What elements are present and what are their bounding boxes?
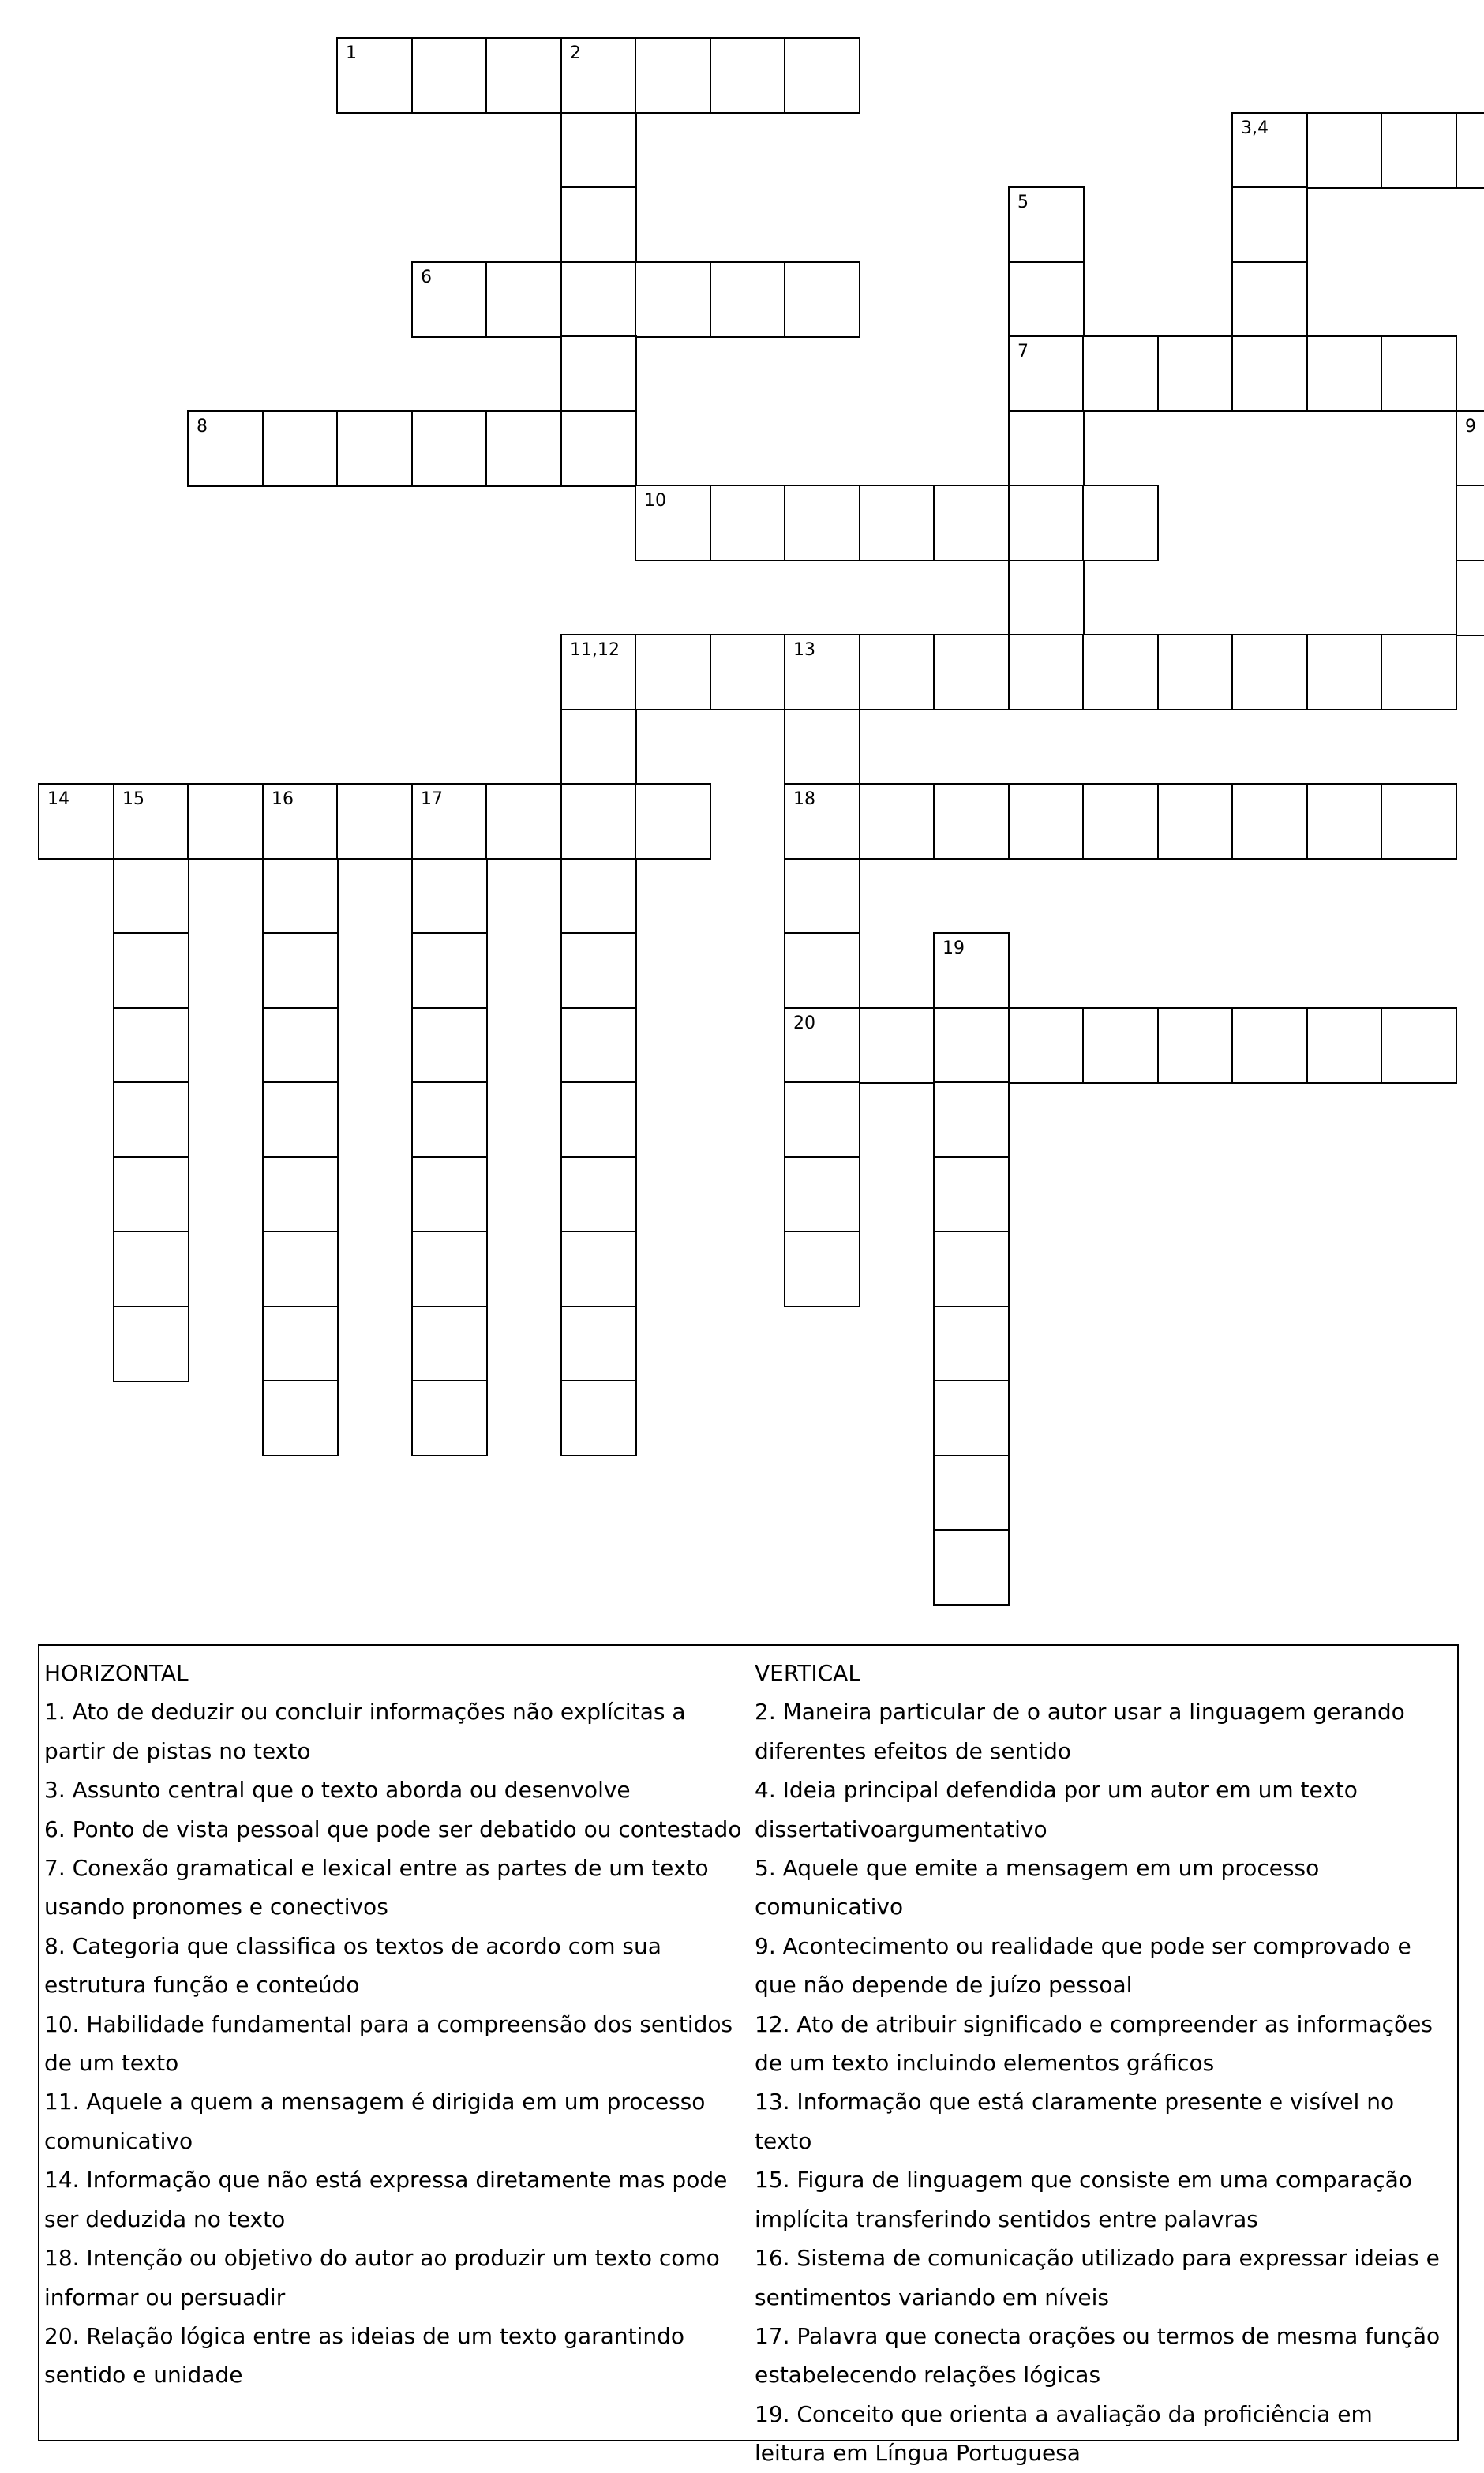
crossword-cell[interactable] [263,1231,338,1306]
clue-number: 9 [1465,417,1476,437]
crossword-cell[interactable] [1009,635,1084,710]
clue-number: 11,12 [570,640,620,660]
clue-number: 3,4 [1241,118,1269,138]
crossword-cell[interactable] [934,933,1009,1008]
crossword-cell[interactable] [561,933,636,1008]
crossword-cell[interactable] [1307,635,1382,710]
crossword-cell[interactable] [1009,784,1084,859]
crossword-cell[interactable] [188,784,263,859]
crossword-cell[interactable] [785,635,860,710]
crossword-cell[interactable] [785,485,860,560]
crossword-cell[interactable] [1456,113,1484,188]
crossword-cell[interactable] [263,1008,338,1083]
horizontal-heading: HORIZONTAL [44,1660,189,1686]
vertical-clues [755,1654,1449,2473]
crossword-cell[interactable] [188,411,263,486]
crossword-cell[interactable] [1083,784,1158,859]
crossword-cell[interactable] [1307,113,1382,188]
clue-number: 14 [47,789,69,809]
clue-vertical-17: 17. Palavra que conecta orações ou termos de mesma função estabelecendo relações lógicas [755,2322,1441,2389]
crossword-cell[interactable] [1307,1008,1382,1083]
clue-horizontal-8: 8. Categoria que classifica os textos de acordo com sua estrutura função e conteúdo [44,1932,661,1999]
clue-horizontal-3: 3. Assunto central que o texto aborda ou desenvolve [44,1777,631,1804]
crossword-cell[interactable] [1009,1008,1084,1083]
crossword-cell[interactable] [337,411,412,486]
crossword-cell[interactable] [934,1157,1009,1232]
crossword-cell[interactable] [263,784,338,859]
crossword-cell[interactable] [1009,187,1084,262]
crossword-cell[interactable] [412,784,487,859]
crossword-cell[interactable] [710,262,785,337]
crossword-cell[interactable] [1232,187,1307,262]
crossword-cell[interactable] [561,1306,636,1381]
crossword-cell[interactable] [785,262,860,337]
crossword-cell[interactable] [114,1231,189,1306]
clue-vertical-19: 19. Conceito que orienta a avaliação da proficiência em leitura em Língua Portuguesa [755,2400,1373,2467]
clue-number: 16 [272,789,294,809]
crossword-cell[interactable] [263,933,338,1008]
vertical-heading: VERTICAL [755,1660,860,1686]
crossword-cell[interactable] [934,784,1009,859]
crossword-cell[interactable] [934,635,1009,710]
crossword-cell[interactable] [263,1381,338,1456]
crossword-cell[interactable] [1232,1008,1307,1083]
crossword-cell[interactable] [1381,635,1456,710]
crossword-cell[interactable] [635,635,710,710]
crossword-cell[interactable] [1232,336,1307,411]
crossword-cell[interactable] [934,485,1009,560]
clue-horizontal-7: 7. Conexão gramatical e lexical entre as partes de um texto usando pronomes e conectivos [44,1855,709,1920]
clue-number: 19 [942,939,965,958]
clue-horizontal-14: 14. Informação que não está expressa diretamente mas pode ser deduzida no texto [44,2167,728,2232]
crossword-cell[interactable] [785,1082,860,1157]
crossword-cell[interactable] [1083,336,1158,411]
crossword-cell[interactable] [486,262,561,337]
crossword-cell[interactable] [1083,1008,1158,1083]
crossword-cell[interactable] [412,38,487,113]
crossword-cell[interactable] [561,1082,636,1157]
crossword-cell[interactable] [412,411,487,486]
crossword-cell[interactable] [785,38,860,113]
crossword-cell[interactable] [1009,262,1084,337]
crossword-cell[interactable] [561,38,636,113]
crossword-cell[interactable] [486,784,561,859]
crossword-cell[interactable] [1307,784,1382,859]
crossword-cell[interactable] [114,1306,189,1381]
crossword-cell[interactable] [412,1157,487,1232]
crossword-cell[interactable] [486,38,561,113]
clue-horizontal-11: 11. Aquele a quem a mensagem é dirigida em um processo comunicativo [44,2089,706,2154]
crossword-cell[interactable] [114,933,189,1008]
crossword-cell[interactable] [561,710,636,785]
clue-horizontal-20: 20. Relação lógica entre as ideias de um texto garantindo sentido e unidade [44,2322,684,2389]
crossword-cell[interactable] [710,38,785,113]
crossword-cell[interactable] [785,859,860,934]
clue-horizontal-10: 10. Habilidade fundamental para a compreensão dos sentidos de um texto [44,2010,733,2077]
clue-number: 17 [421,789,443,809]
crossword-cell[interactable] [1456,485,1484,560]
crossword-cell[interactable] [263,1157,338,1232]
crossword-cell[interactable] [1009,485,1084,560]
crossword-cell[interactable] [860,784,935,859]
crossword-cell[interactable] [1083,635,1158,710]
clue-horizontal-1: 1. Ato de deduzir ou concluir informações não explícitas a partir de pistas no texto [44,1699,686,1764]
crossword-cell[interactable] [1158,1008,1233,1083]
crossword-cell[interactable] [561,187,636,262]
crossword-cell[interactable] [263,859,338,934]
crossword-cell[interactable] [1009,411,1084,486]
crossword-cell[interactable] [785,1008,860,1083]
clue-vertical-15: 15. Figura de linguagem que consiste em uma comparação implícita transferindo sentidos entre palavras [755,2167,1412,2232]
clue-number: 20 [793,1014,815,1033]
crossword-cell[interactable] [114,1008,189,1083]
crossword-cell[interactable] [710,635,785,710]
clue-vertical-5: 5. Aquele que emite a mensagem em um processo comunicativo [755,1855,1320,1920]
crossword-cell[interactable] [710,485,785,560]
crossword-cell[interactable] [412,933,487,1008]
crossword-cell[interactable] [412,1231,487,1306]
crossword-cell[interactable] [1307,336,1382,411]
clue-number: 2 [570,43,581,63]
crossword-cell[interactable] [114,784,189,859]
crossword-cell[interactable] [860,635,935,710]
crossword-cell[interactable] [785,933,860,1008]
clue-vertical-4: 4. Ideia principal defendida por um autor em um texto dissertativoargumentativo [755,1777,1358,1842]
crossword-cell[interactable] [1083,485,1158,560]
crossword-cell[interactable] [263,1306,338,1381]
crossword-cell[interactable] [412,1306,487,1381]
crossword-cell[interactable] [785,784,860,859]
clue-box [38,1644,1459,2467]
crossword-cell[interactable] [263,411,338,486]
clue-number: 6 [421,268,432,287]
crossword-cell[interactable] [263,1082,338,1157]
clue-number: 1 [346,43,357,63]
crossword-cell[interactable] [635,38,710,113]
crossword-cell[interactable] [635,784,710,859]
clue-vertical-16: 16. Sistema de comunicação utilizado para expressar ideias e sentimentos variando em níveis [755,2245,1440,2310]
crossword-cell[interactable] [561,113,636,188]
crossword-cell[interactable] [934,1456,1009,1531]
crossword-cell[interactable] [934,1381,1009,1456]
crossword-cell[interactable] [934,1082,1009,1157]
crossword-cell[interactable] [1456,560,1484,635]
crossword-cell[interactable] [337,38,412,113]
crossword-cell[interactable] [561,784,636,859]
crossword-cell[interactable] [1381,784,1456,859]
crossword-cell[interactable] [1232,113,1307,188]
clue-vertical-9: 9. Acontecimento ou realidade que pode ser comprovado e que não depende de juízo pessoal [755,1932,1411,1999]
clue-number: 15 [122,789,144,809]
crossword-cell[interactable] [412,1381,487,1456]
clue-vertical-13: 13. Informação que está claramente presente e visível no texto [755,2089,1395,2154]
crossword-cell[interactable] [412,262,487,337]
crossword-cell[interactable] [1232,262,1307,337]
crossword-cell[interactable] [561,1008,636,1083]
clue-number: 18 [793,789,815,809]
crossword-cell[interactable] [635,262,710,337]
crossword-cell[interactable] [412,1082,487,1157]
crossword-cell[interactable] [934,1530,1009,1605]
crossword-cell[interactable] [561,411,636,486]
clue-vertical-12: 12. Ato de atribuir significado e compreender as informações de um texto incluindo elementos gráficos [755,2010,1433,2077]
crossword-cell[interactable] [1232,784,1307,859]
crossword-cell[interactable] [860,1008,935,1083]
crossword-cell[interactable] [114,859,189,934]
crossword-cell[interactable] [412,1008,487,1083]
crossword-cell[interactable] [635,485,710,560]
crossword-cell[interactable] [785,1157,860,1232]
crossword-cell[interactable] [114,1157,189,1232]
crossword-cell[interactable] [486,411,561,486]
clue-number: 13 [793,640,815,660]
crossword-cell[interactable] [337,784,412,859]
crossword-cell[interactable] [1456,411,1484,486]
crossword-cell[interactable] [561,859,636,934]
crossword-cell[interactable] [1381,113,1456,188]
crossword-cell[interactable] [1009,336,1084,411]
clue-number: 8 [197,417,208,437]
crossword-cell[interactable] [1381,336,1456,411]
crossword-cell[interactable] [934,1306,1009,1381]
horizontal-clues [44,1654,745,2395]
clue-number: 7 [1017,342,1029,362]
crossword-cell[interactable] [561,1157,636,1232]
crossword-cell[interactable] [934,1008,1009,1083]
crossword-cell[interactable] [785,1231,860,1306]
crossword-cell[interactable] [561,1381,636,1456]
clue-number: 5 [1017,193,1029,212]
crossword-cell[interactable] [561,1231,636,1306]
clue-number: 10 [644,491,666,511]
clue-vertical-2: 2. Maneira particular de o autor usar a linguagem gerando diferentes efeitos de sentido [755,1699,1405,1764]
crossword-cell[interactable] [412,859,487,934]
crossword-cell[interactable] [860,485,935,560]
crossword-cell[interactable] [114,1082,189,1157]
crossword-cell[interactable] [1381,1008,1456,1083]
clue-horizontal-6: 6. Ponto de vista pessoal que pode ser debatido ou contestado [44,1815,742,1842]
crossword-cell[interactable] [1009,560,1084,635]
crossword-cell[interactable] [1158,635,1233,710]
crossword-cell[interactable] [1232,635,1307,710]
crossword-cell[interactable] [1158,336,1233,411]
crossword-cell[interactable] [561,262,636,337]
crossword-cell[interactable] [561,336,636,411]
crossword-cell[interactable] [785,710,860,785]
crossword-cell[interactable] [934,1231,1009,1306]
crossword-cell[interactable] [39,784,114,859]
crossword-cell[interactable] [1158,784,1233,859]
clue-horizontal-18: 18. Intenção ou objetivo do autor ao produzir um texto como informar ou persuadir [44,2245,720,2310]
crossword-cell[interactable] [561,635,636,710]
